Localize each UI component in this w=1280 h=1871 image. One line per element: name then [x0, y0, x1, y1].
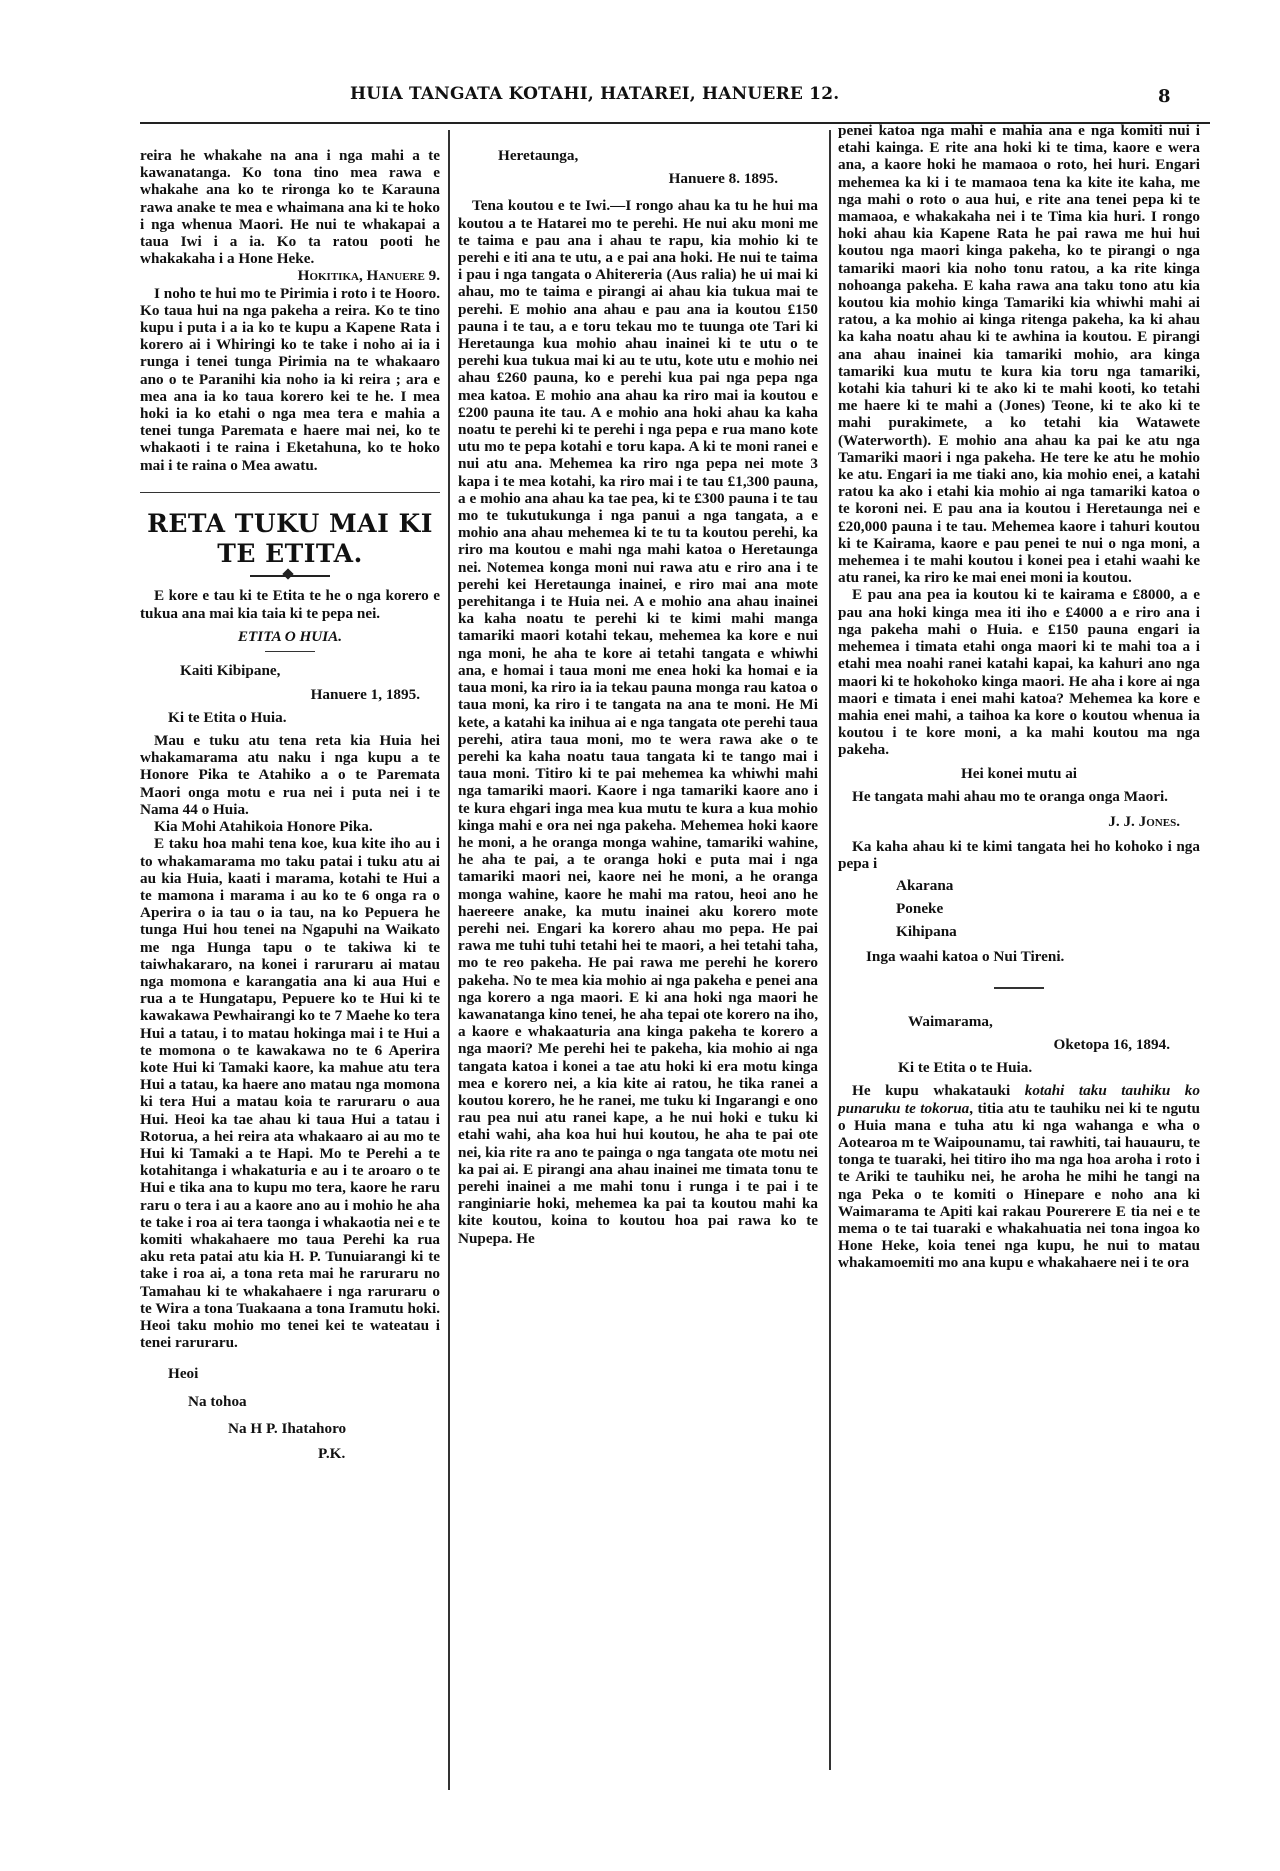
disclaimer-signature: ETITA O HUIA. [237, 627, 343, 645]
column-1 [140, 147, 440, 1462]
signature: Na H P. Ihatahoro [228, 1419, 347, 1437]
signoff: Na tohoa [188, 1392, 247, 1410]
running-header-title: HUIA TANGATA KOTAHI, HATAREI, HANUERE 12. [350, 84, 840, 104]
divider [265, 651, 315, 653]
column-divider [829, 130, 831, 1770]
place-name: Poneke [896, 899, 944, 917]
letter-salutation: Ki te Etita o Huia. [168, 708, 287, 726]
letter-place: Kaiti Kibipane, [180, 662, 281, 680]
column-3 [838, 122, 1200, 1272]
text-run: He kupu whakatauki [852, 1082, 1025, 1100]
notice-paragraph: Ka kaha ahau ki te kimi tangata hei ho kohoko i nga pepa i [838, 838, 1200, 873]
notice-paragraph: Inga waahi katoa o Nui Tireni. [866, 948, 1065, 966]
italic-proverb: kotahi taku tauhiku ko punaruku te tokorua [838, 1082, 1200, 1117]
ornament-divider [250, 575, 330, 577]
letter-place: Heretaunga, [498, 147, 579, 164]
page-number: 8 [1158, 86, 1171, 107]
signoff: Heoi [168, 1365, 199, 1383]
article-paragraph: I noho te hui mo te Pirimia i roto i te Hooro. Ko taua hui na nga pakeha a reira. Ko te tino kupu i puta i a ia ko te kupu a Kapene Rata i korero ai i Whiringi ko te take i noho ai ia i runga i tenei tunga Pirimia na te whakaaro ano o te Paranihi kia noho ia ki reira ; ara e mea ana ia ko taua korero kei te he. I mea hoki ia ko etahi o nga mea tera e mahia a tenei tunga Paremata e haere mai nei, ko te whakaoti i te raina i Eketahuna, ko te hoko mai i te raina o Mea awatu. [140, 284, 440, 474]
place-name: Akarana [896, 876, 954, 894]
letter-paragraph: Tena koutou e te Iwi.—I rongo ahau ka tu he hui ma koutou a te Hatarei mo te perehi. He nui aku moni me te taima e pau ana i ahau te rapu, kia mohio ki te perehi e iti ana te utu, a e pai ana hoki. He nui te taima i pau i nga tangata o Ahitereria (Aus ralia) he ui mai ki ahau, mo te taima e pirangi ai ahau kia tukua mai te perehi. E mohio ana ahau e pau ana ia koutou £150 pauna i te tau, a e toru tekau mo te tuunga ote Tari ki Heretaunga kua mohio ahau inainei ki te utu o te perehi kua tukua mai ki au te utu, kote utu e mohio nei ahau £260 pauna, ko e perehi kua pai nga pepa nga mea katoa. E mohio ana ahau ka riro mai ia koutou e £200 pauna ite tau. A e mohio ana hoki ahau ka kaha noatu te perehi ki te perehi i nga pepa e rua mano kote utu mo te pepa kotahi e toru kapa. A ki te moni ranei e nui atu ana. Mehemea ka riro nga pepa nei mote 3 kapa i te mea kotahi, ka riro mai i te tau £1,300 pauna, a e mohio ana ahau ka tae pea, ki te £300 pauna i te tau mo te tukutukunga i nga panui a nga tangata, a e mohio ana ahau mehemea ki te tu ta koutou perehi, ka riro ma koutou e mahi nga mahi katoa o Heretaunga nei. Notemea konga moni nui rawa atu e riro ana i te perehi kei Heretaunga inainei, e riro mai ana mote perehitanga i te Huia nei. A e mohio ana ahau inainei ka kaha noatu te perehi ki te kimi mahi manga tamariki maori kotahi tekau, mehemea ka kore e nui nga moni, he aha te kore ai tetahi tangata e whiwhi ana, e homai i taua moni me enea hoki ka homai e ia taua moni, ka riro ia ia tekau pauna monga rau katoa o taua moni, ka riro i te tangata na ana te moni. He Mi kete, a katahi ka inihua ai e nga tangata ote perehi taua perehi, atira taua moni, mo te wera rawa ake o te perehi ka kaha noatu taua tangata ki te tango mai i taua moni. Titiro ki te pai mehemea ka whiwhi mahi nga tamariki maori. Kaore i nga tamariki kaore ano i te kura ehgari inga mea kua mutu te kura a kua mohio kinga mahi e ora nei nga pakeha. Mehemea hoki kaore he moni, a he oranga monga wahine, tamariki wahine, he aha te pai, a te oranga hoki e puta mai i nga tamariki maori nei, kaore nei he moni, a he oranga monga wahine, kaore he mahi ma ratou, heoi ano he haereere anake, ka mutu inainei aku korero mote perehi nei. Engari ka korero ahau mo pepa. He pai rawa me tuhi tuhi tetahi hei te maori, a hei tetahi taha, mo te reo pakeha. He pai rawa me perehi he korero pakeha. No te mea kia mohio ai nga pakeha e penei ana nga korero a nga maori. E ki ana hoki nga maori he kawanatanga kino tenei, he aha tepai ote korero na iho, a kaore e whakaaturia ana kinga pakeha te korero a nga maori? Me perehi hei te pakeha, kia mohio ai nga tangata katoa i konei a tae atu hoki ki era motu kinga mea e korero nei, a kia kite ai ratou, he tika ranei a koutou korero, he he ranei, me tuku ki Ingarangi e ono rau pea nui atu ranei kape, a he nui hoki e tuku ki etahi wahi, aha koa hui hui koutou, he aha te pai ote nei, kia rite ra ano te painga o nga tangata ote motu nei ka pai ai. E pirangi ana ahau inainei me timata tonu te perehi inainei a me mahi tonu i runga i te pai i te ranginiarie hoki, mehemea ka pai ta koutou mahi ka kite koutou, koina to koutou hoa pai rawa ko te Nupepa. He [458, 197, 818, 1247]
letter-salutation: Ki te Etita o te Huia. [898, 1059, 1033, 1077]
letter-paragraph: E pau ana pea ia koutou ki te kairama e £8000, a e pau ana hoki kinga mea iti iho e £4000 a e riro ana i nga pakeha mahi o Huia. e £150 pauna engari ia mehemea i timata etahi onga maori ki te mahi toa a i etahi mea noahi ranei katahi kapai, ka kahuri ano nga maori ki te hokohoko kinga maori. He aha i kore ai nga maori e timata i enei mahi katoa? Mehemea ka kore e mahia enei mahi, a taihoa ka kore o koutou whenua ia koutou i te kore moni, a ka mahi koutou ma nga pakeha. [838, 586, 1200, 759]
place-name: Kihipana [896, 922, 957, 940]
article-paragraph: reira he whakahe na ana i nga mahi a te kawanatanga. Ko tona tino mea rawa e whakahe ana ko te rironga ko te Karauna rawa anake te mea e whaimana ana ki te hoko i nga whenua Maori. He nui te whakapai a taua Iwi i a ia. Ko ta ratou pooti he whakakaha i a Hone Heke. [140, 147, 440, 268]
signature-initials: P.K. [318, 1445, 346, 1462]
column-divider [448, 130, 450, 1790]
letter-paragraph: E taku hoa mahi tena koe, kua kite iho au i to whakamarama mo taku patai i tuku atu ai au kia Huia, kaati i marama, kotahi te Hui a te mamona i marama i au ko te 6 onga ra o Aperira o ia tau o ia tau, na ko Pepuera he tunga Hui hou tenei na Ngapuhi na Waikato me nga Hunga tapu o te takiwa ki te taiwhakararo, na konei i raruraru ai matau nga momona e karangatia ana ki aua Hui e rua a te Hungatapu, Pepuere ko te Hui ki te kawakawa Pewhairangi ko te 7 Maehe ko tera Hui a tatau, i to matau hokinga mai i te Hui a te momona o te kawakawa no te 6 Aperira kote Hui ki Tamaki kaore, ka mahue atu tera Hui a tatau, ka haere ano matau nga momona ki tera Hui a matau koia te raruraru o aua Hui. Heoi ka tae ahau ki taua Hui a tatau i Rotorua, a hei reira ata whakaaro ai au mo te Hui ki Tamaki a te Hapi. Mo te Perehi a te kotahitanga i whakaturia e au i te aroaro o te Hui e tika ana to kupu mo tera, kaore he raru raru o tera i au a kaore ano au i mohio he aha te take i roa ai tera taonga i whakaotia nei e te komiti whakahaere mo taua Perehi ka rua aku reta patai atu kia H. P. Tunuiarangi ki te take i roa ai, a tona reta mai he raruraru no Tamahau ki te whakahaere i nga raruraru o te Wira a tona Tuakaana a tona Iramutu hoki. Heoi taku mohio mo tenei kei te wateatau i tenei raruraru. [140, 835, 440, 1352]
text-run: , titia atu te tauhiku nei ki te ngutu o Huia mana e tuha atu ki nga wahanga e wha o Aotearoa m te Waipounamu, tai rawhiti, tai hauauru, te tonga te tuaraki, hei titiro iho ma nga hoa aroha i roto i te Ariki te tauhiku nei, he aroha he mihi he tangi na nga Peka o te komiti o Hinepare e noho ana ki Waimarama te Apiti kai rakau Pourerere E tia nei e te mema o te tai tuaraki e whakahuatia nei tona ingoa ko Hone Heke, koia tenei nga kupu, he nui to matau whakamoemiti mo ana kupu e whakahaere nei i te ora [838, 1099, 1200, 1272]
letter-paragraph: penei katoa nga mahi e mahia ana e nga komiti nui i etahi kainga. E rite ana hoki ki te tima, kaore e wera ana, a kaore hoki he mamaoa o roto, hei huri. Engari mehemea ka ki i te mamaoa tena ka kite ite kaha, me nga mahi o roto o aua hui, e rite ana tenei pepa ki te mamaoa, e whakakaha nei i te Tima kia huri. I rongo hoki ahau kia Kapene Rata he pai rawa me hui hui koutou nga maori kinga pakeha, ko te pirangi o nga tamariki maori kia noho tonu ratou, a ka rite kinga nohoanga pakeha. E kaha rawa ana taku tono atu kia koutou kia mohio kinga Tamariki kia whiwhi mahi ai ratou, a ka mohio ai kinga ritenga pakeha, ka ki ahau ka kaha noatu ahau ki te awhina ia koutou. E pirangi ana ahau inainei kia tamariki mohio, ara kinga tamariki kua mutu te kura kia toru nga tamariki, kotahi kia tahuri ki te ako ki te mahi kooti, ko tetahi me haere ki te mahi a (Jones) Teone, ki te ako ki te mahi purakimete, a ko tetahi kia Watawete (Waterworth). E mohio ana ahau ka pai ke atu nga Tamariki maori i nga pakeha. He tere ke atu he mohio ke atu. Engari ia me tiaki ano, kia mohio enei, a katahi ratou ka ako i etahi kia mohio ai nga tamariki katoa o te koroni nei. E pau ana ia koutou i Heretaunga nei e £20,000 pauna i te tau. Mehemea kaore i tahuri koutou ki te Kairama, kaore e pau penei te nui o nga moni, a mehemea i te mahi koutou i konei pea i etahi waahi ke atu ranei, ka riro ke mai enei moni ia koutou. [838, 122, 1200, 587]
letter-place: Waimarama, [908, 1012, 993, 1030]
letter-date: Hanuere 1, 1895. [310, 685, 420, 703]
section-heading: RETA TUKU MAI KI TE ETITA. [147, 509, 433, 569]
letter-closing: Hei konei mutu ai [960, 764, 1078, 782]
column-2 [458, 147, 818, 1247]
divider [994, 987, 1044, 989]
signature: J. J. Jones. [1108, 812, 1180, 830]
letter-paragraph: He tangata mahi ahau mo te oranga onga Maori. [852, 787, 1168, 805]
letter-paragraph: Kia Mohi Atahikoia Honore Pika. [154, 818, 373, 836]
letter-paragraph [838, 1082, 1200, 1271]
section-divider [140, 492, 440, 494]
letter-date: Oketopa 16, 1894. [1053, 1036, 1170, 1054]
dateline: Hokitika, Hanuere 9. [297, 267, 440, 285]
letter-paragraph: Mau e tuku atu tena reta kia Huia hei whakamarama atu naku i nga kupu a te Honore Pika te Atahiko a o te Paremata Maori onga motu e rua nei i puta nei i te Nama 44 o Huia. [140, 732, 440, 818]
letter-date: Hanuere 8. 1895. [668, 170, 778, 188]
editor-disclaimer: E kore e tau ki te Etita te he o nga korero e tukua ana mai kia taia ki te pepa nei. [140, 587, 440, 622]
